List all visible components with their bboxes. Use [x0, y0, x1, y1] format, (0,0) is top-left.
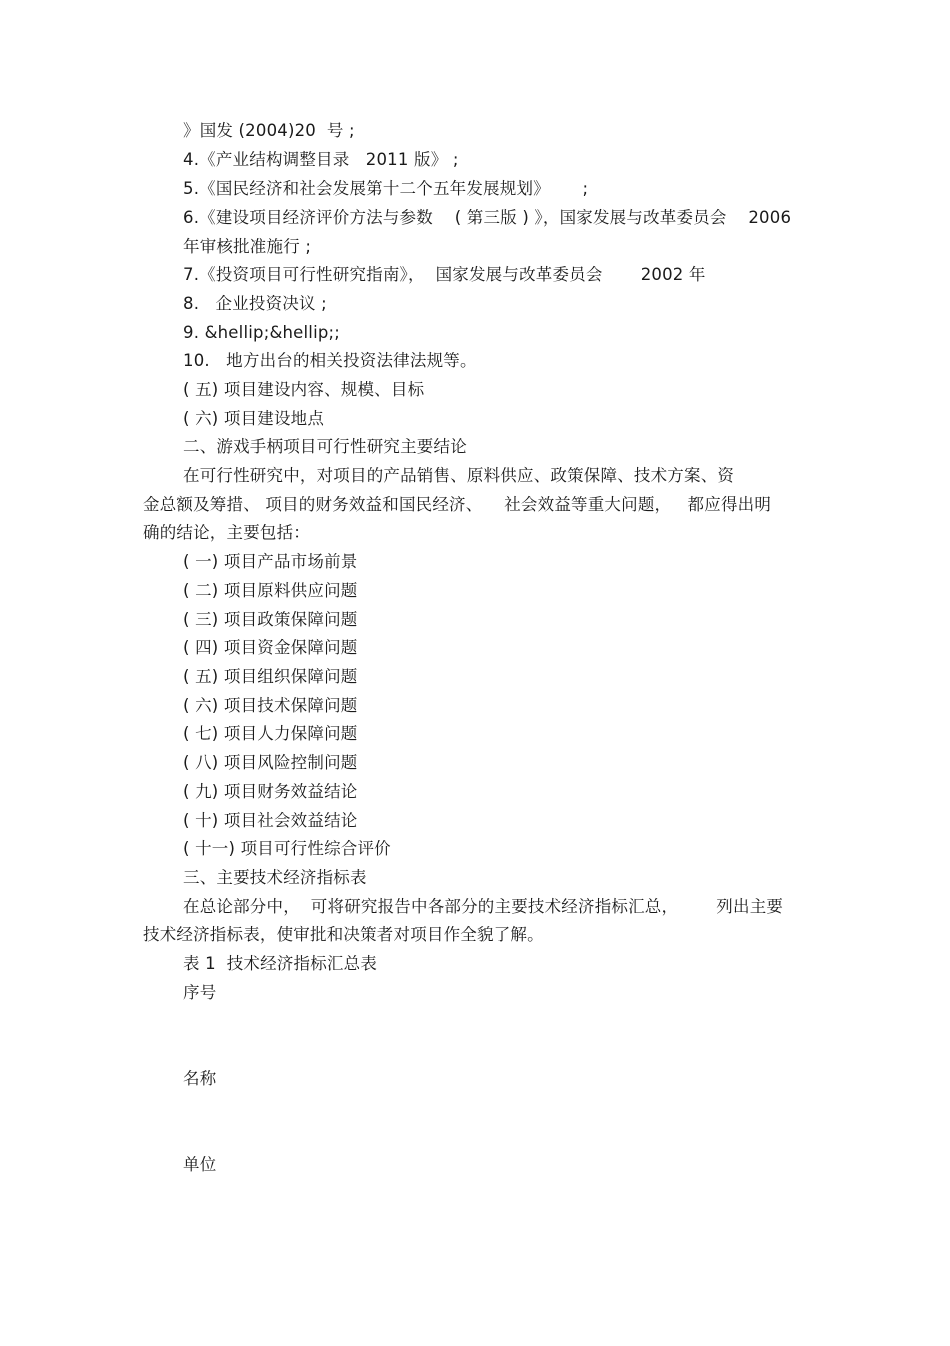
list-item: ( 九) 项目财务效益结论	[183, 782, 358, 801]
paragraph-line: 在总论部分中， 可将研究报告中各部分的主要技术经济指标汇总， 列出主要	[183, 897, 784, 916]
list-item: ( 五) 项目组织保障问题	[183, 667, 358, 686]
section-heading: ( 五) 项目建设内容、规模、目标	[183, 380, 425, 399]
table-header-cell: 序号	[183, 983, 217, 1002]
chapter-heading: 二、游戏手柄项目可行性研究主要结论	[183, 437, 467, 456]
list-item: ( 一) 项目产品市场前景	[183, 552, 358, 571]
text-line: 5.《国民经济和社会发展第十二个五年发展规划》 ;	[183, 179, 589, 198]
table-caption: 表 1 技术经济指标汇总表	[183, 954, 378, 973]
text-line: 10. 地方出台的相关投资法律法规等。	[183, 351, 477, 370]
list-item: ( 七) 项目人力保障问题	[183, 724, 358, 743]
paragraph-line: 在可行性研究中，对项目的产品销售、原料供应、政策保障、技术方案、资	[183, 466, 735, 485]
list-item: ( 八) 项目风险控制问题	[183, 753, 358, 772]
text-line: 8. 企业投资决议 ;	[183, 294, 327, 313]
section-heading: ( 六) 项目建设地点	[183, 409, 325, 428]
table-header-cell: 名称	[183, 1069, 217, 1088]
list-item: ( 二) 项目原料供应问题	[183, 581, 358, 600]
text-line: 6.《建设项目经济评价方法与参数 ( 第三版 ) 》，国家发展与改革委员会 2006	[183, 208, 792, 227]
text-line: 》国发 (2004)20 号 ;	[183, 121, 355, 140]
text-line: 年审核批准施行 ;	[183, 237, 312, 256]
table-header-cell: 单位	[183, 1155, 217, 1174]
text-line: 7.《投资项目可行性研究指南》， 国家发展与改革委员会 2002 年	[183, 265, 706, 284]
paragraph-line: 技术经济指标表，使审批和决策者对项目作全貌了解。	[143, 925, 544, 944]
list-item: ( 十) 项目社会效益结论	[183, 811, 358, 830]
list-item: ( 十一) 项目可行性综合评价	[183, 839, 391, 858]
list-item: ( 六) 项目技术保障问题	[183, 696, 358, 715]
list-item: ( 四) 项目资金保障问题	[183, 638, 358, 657]
text-line: 4.《产业结构调整目录 2011 版》 ;	[183, 150, 459, 169]
paragraph-line: 金总额及筹措、 项目的财务效益和国民经济、 社会效益等重大问题， 都应得出明	[143, 495, 772, 514]
chapter-heading: 三、主要技术经济指标表	[183, 868, 367, 887]
paragraph-line: 确的结论，主要包括：	[143, 523, 310, 542]
list-item: ( 三) 项目政策保障问题	[183, 610, 358, 629]
text-line: 9. &hellip;&hellip;;	[183, 323, 341, 342]
